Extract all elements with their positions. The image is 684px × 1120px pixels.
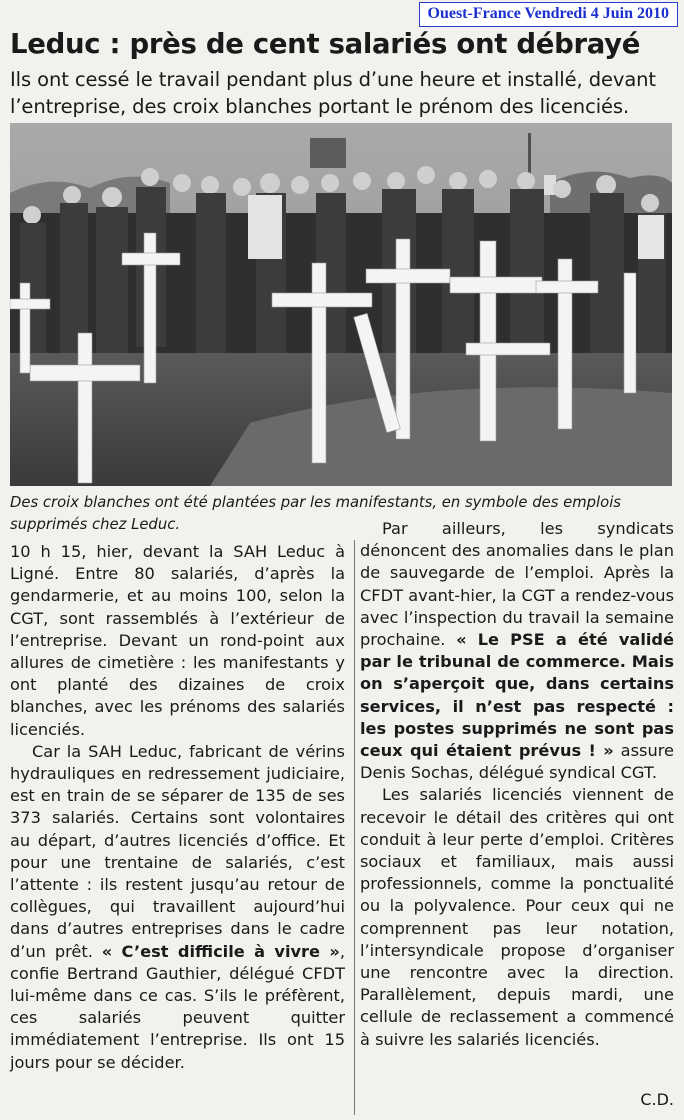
author-signature: C.D. [640, 1090, 674, 1109]
newspaper-source-label: Ouest-France Vendredi 4 Juin 2010 [419, 2, 679, 27]
left-paragraph-1: 10 h 15, hier, devant la SAH Leduc à Ligné. Entre 80 salariés, d’après la gendarmerie, et au moins 100, selon la CGT, sont rassemblés à l’extérieur de l’entreprise. Devant un rond-point aux allures de cimetière : les manifestants y ont planté des dizaines de croix blanches, avec les prénoms des salariés licenciés. [10, 542, 345, 739]
column-divider [354, 540, 355, 1115]
article-right-column [360, 518, 674, 1051]
article-photo [10, 123, 672, 486]
right-paragraph-1-text: Par ailleurs, les syndicats dénoncent des anomalies dans le plan de sauvegarde de l’emploi. Après la CFDT avant-hier, la CGT a rendez-vous avec l’inspection du travail la semaine prochaine. [360, 519, 674, 650]
article-headline: Leduc : près de cent salariés ont débrayé [10, 28, 641, 60]
left-paragraph-2-quote: « C’est difficile à vivre » [101, 941, 340, 961]
right-paragraph-1 [360, 518, 674, 784]
article-subheadline: Ils ont cessé le travail pendant plus d’une heure et installé, devant l’entreprise, des croix blanches portant le prénom des licenciés. [10, 68, 656, 118]
right-paragraph-1-quote: « Le PSE a été validé par le tribunal de commerce. Mais on s’aperçoit que, dans certains services, il n’est pas respecté : les postes supprimés ne sont pas ceux qui étaient prévus ! » [360, 630, 674, 761]
left-paragraph-2-end: , confie Bertrand Gauthier, délégué CFDT lui-même dans ce cas. S’ils le préfèrent, ces salariés peuvent quitter immédiatement l’entreprise. Ils ont 15 jours pour se décider. [10, 941, 345, 1072]
article-left-column [10, 541, 345, 1074]
right-paragraph-2: Les salariés licenciés viennent de recevoir le détail des critères qui ont conduit à leur perte d’emploi. Critères sociaux et familiaux, mais aussi professionnels, comme la ponctualité ou la polyvalence. Pour ceux qui ne comprennent pas leur notation, l’intersyndicale propose d’organiser une rencontre avec la direction. Parallèlement, depuis mardi, une cellule de reclassement a commencé à suivre les salariés licenciés. [360, 785, 674, 1049]
left-paragraph-2 [10, 741, 345, 1074]
right-paragraph-1-end: assure Denis Sochas, délégué syndical CGT. [360, 741, 674, 783]
photo-caption: Des croix blanches ont été plantées par les manifestants, en symbole des emplois supprimés chez Leduc. [10, 494, 622, 533]
left-paragraph-2-text: Car la SAH Leduc, fabricant de vérins hydrauliques en redressement judiciaire, est en train de se séparer de 135 de ses 373 salariés. Certains sont volontaires au départ, d’autres licenciés d’office. Et pour une trentaine de salariés, c’est l’attente : ils restent jusqu’au retour de collègues, qui travaillent aujourd’hui dans d’autres entreprises dans le cadre d’un prêt. [10, 741, 345, 961]
protest-photo-icon [10, 123, 672, 486]
